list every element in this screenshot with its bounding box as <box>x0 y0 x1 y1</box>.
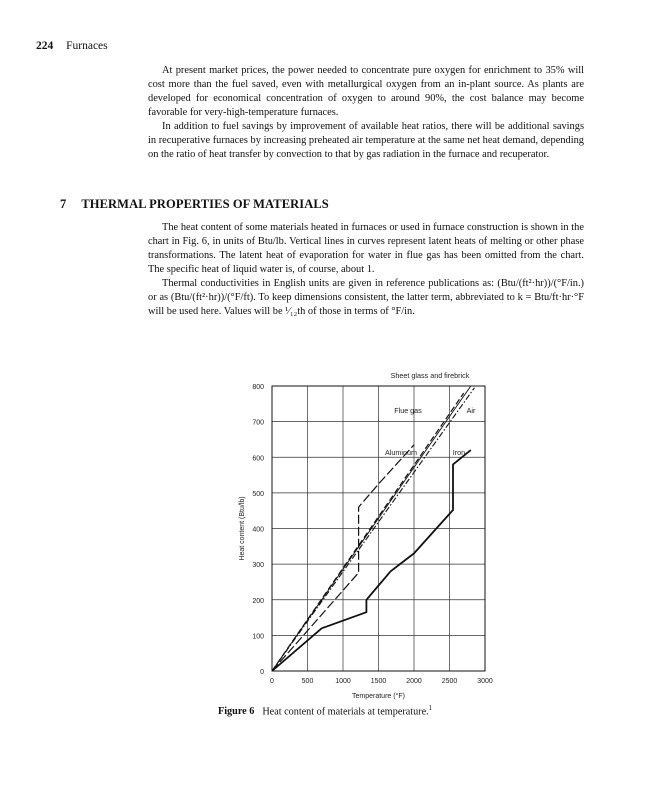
caption-text: Heat content of materials at temperature. <box>262 706 429 718</box>
curve-label: Flue gas <box>394 406 422 415</box>
curve-label: Aluminum <box>385 448 417 457</box>
x-axis-label: Temperature (°F) <box>352 693 405 700</box>
y-tick-label: 600 <box>252 455 264 463</box>
y-tick-label: 400 <box>252 526 264 534</box>
x-tick-label: 2500 <box>441 678 458 685</box>
paragraph: Thermal conductivities in English units are given in reference publications as: (Btu/(ft²·hr))/(°F/in.) or as (Btu/(ft²·hr))/(°F/ft). To keep dimensions consistent, the latter term, abbreviated to k = Btu/ft·hr·°F will be used here. Values will be ¹⁄₁₂th of those in terms of °F/in. <box>148 278 584 317</box>
paragraph: At present market prices, the power needed to concentrate pure oxygen for enrichment to 35% will cost more than the fuel saved, even with metallurgical oxygen from an in-plant source. As plants are developed for economical concentration of oxygen to around 90%, the cost balance may become favorable for very-high-temperature furnaces. <box>148 65 584 118</box>
y-tick-label: 200 <box>252 597 264 605</box>
y-tick-label: 100 <box>252 633 264 641</box>
running-title: Furnaces <box>66 40 108 52</box>
paragraph: In addition to fuel savings by improvement of available heat ratios, there will be additional savings in recuperative furnaces by increasing preheated air temperature at the same net heat demand, depending on the ratio of heat transfer by convection to that by gas radiation in the furnace and recuperator. <box>148 121 584 160</box>
footnote-ref: 1 <box>428 704 433 712</box>
x-tick-label: 3000 <box>477 678 493 685</box>
y-tick-label: 300 <box>252 562 264 570</box>
x-tick-label: 500 <box>301 678 314 685</box>
x-tick-label: 0 <box>270 678 274 685</box>
y-tick-label: 800 <box>252 384 264 391</box>
section-title: THERMAL PROPERTIES OF MATERIALS <box>81 197 329 211</box>
x-tick-label: 1000 <box>335 678 351 685</box>
page-number: 224 <box>36 40 54 52</box>
figure-label: Figure 6 <box>218 706 255 718</box>
x-tick-label: 2000 <box>406 678 422 685</box>
curve-label: Air <box>466 406 476 415</box>
section-number: 7 <box>60 197 67 211</box>
paragraph: The heat content of some materials heated in furnaces or used in furnace construction is shown in the chart in Fig. 6, in units of Btu/lb. Vertical lines in curves represent latent heats of melting or other phase transformations. The latent heat of evaporation for water in flue gas has been omitted from the chart. The specific heat of liquid water is, of course, about 1. <box>148 222 584 275</box>
series-air-line <box>272 388 474 671</box>
curve-label: Sheet glass and firebrick <box>390 371 470 380</box>
x-tick-label: 1500 <box>370 678 387 685</box>
figure-caption <box>218 704 432 717</box>
curve-label: Iron <box>452 448 466 457</box>
y-tick-label: 500 <box>252 490 264 498</box>
y-axis-label: Heat content (Btu/lb) <box>239 496 246 561</box>
y-tick-label: 0 <box>260 669 264 676</box>
y-tick-label: 700 <box>252 419 264 427</box>
